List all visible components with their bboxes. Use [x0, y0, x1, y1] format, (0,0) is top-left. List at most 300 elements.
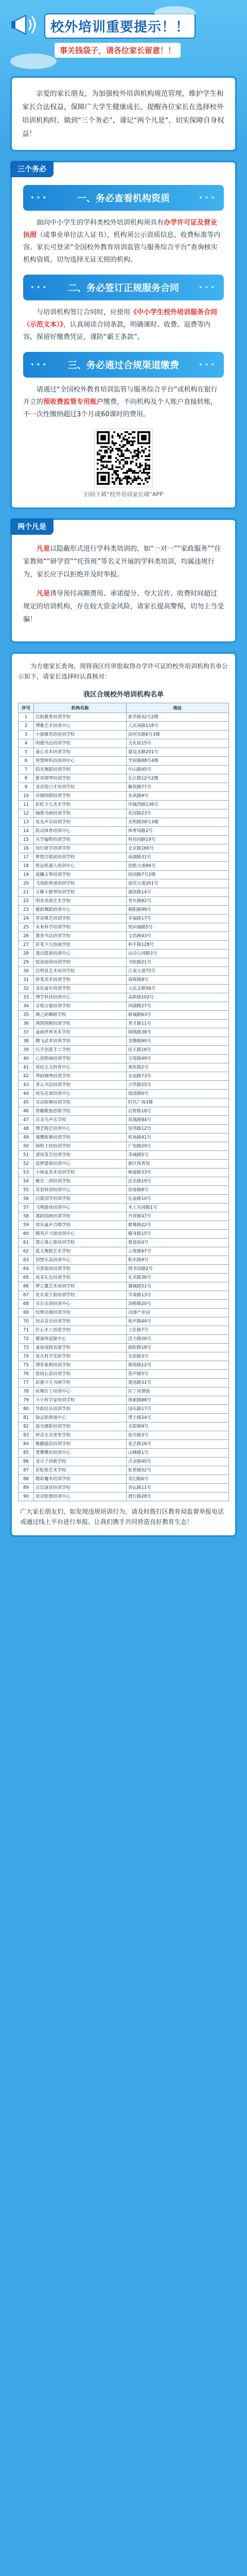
row-index: 13 [19, 818, 34, 827]
row-address: 云霄路67号 [126, 1247, 228, 1256]
row-institution-name: 博艺陶艺培训中心 [34, 1125, 127, 1133]
row-institution-name: 青苗棋艺培训学校 [34, 914, 127, 923]
must-1-text: 面向中小学生的学科类校外培训机构须具有办学许可证及营业执照（或事业单位法人证书），机构须公示资质信息、收费标准等内容。家长可登录“全国校外教育培训监管与服务综合平台”查询核实机构资质，切勿选择无证无照的机构。 [23, 219, 221, 264]
table-row [19, 1098, 229, 1107]
table-row [19, 1177, 229, 1186]
row-institution-name: 梦之翼艺术培训学校 [34, 1282, 127, 1291]
table-row [19, 1352, 229, 1361]
row-index: 37 [19, 1028, 34, 1037]
row-index: 76 [19, 1370, 34, 1379]
row-address: 点金路40号 [126, 1458, 228, 1466]
row-institution-name: 致远机器人培训中心 [34, 862, 127, 871]
row-index: 89 [19, 1484, 34, 1493]
row-address: 动漫产业园 [126, 1309, 228, 1317]
row-institution-name: 飞扬跆拳道培训学校 [34, 879, 127, 888]
row-institution-name: 明德书法培训学校 [34, 739, 127, 748]
row-address: 活力路26号 [126, 1335, 228, 1344]
row-address: 剧院路18号 [126, 1344, 228, 1352]
table-row [19, 888, 229, 897]
row-institution-name: 星火科学实验学校 [34, 1352, 127, 1361]
row-institution-name: 明星表演艺术学校 [34, 897, 127, 906]
row-address: 奇幻路6号 [126, 1475, 228, 1484]
table-row [19, 783, 229, 792]
row-index: 88 [19, 1475, 34, 1484]
row-index: 74 [19, 1352, 34, 1361]
row-index: 35 [19, 1011, 34, 1020]
table-row [19, 1300, 229, 1309]
row-address: 虹桥路52号 [126, 1466, 228, 1475]
row-address: 中山路45号 [126, 766, 228, 774]
row-address: 创客路8号 [126, 1186, 228, 1195]
row-address: 国乐路17号 [126, 1405, 228, 1414]
table-row [19, 844, 229, 853]
row-institution-name: 天籁小提琴培训学校 [34, 888, 127, 897]
row-institution-name: 琴韵钢琴培训学校 [34, 1072, 127, 1081]
table-row [19, 1020, 229, 1028]
row-address: 孔庙路10号 [126, 1195, 228, 1204]
row-address: 和声路44号 [126, 1317, 228, 1326]
table-row [19, 1440, 229, 1449]
row-index: 14 [19, 827, 34, 836]
row-address: 滑行路28号 [126, 1493, 228, 1501]
row-institution-name: 百灵鸟声乐学校 [34, 1116, 127, 1125]
row-address: 东风路9号 [126, 792, 228, 801]
row-address: 拉丁风情街 [126, 1387, 228, 1396]
row-institution-name: 追梦篮球培训中心 [34, 1160, 127, 1168]
row-address: 西湖路27号 [126, 1002, 228, 1011]
row-index: 47 [19, 1116, 34, 1125]
table-row [19, 1282, 229, 1291]
row-institution-name: 快乐足球培训中心 [34, 1090, 127, 1098]
row-institution-name: 小蜜蜂英语培训学校 [34, 731, 127, 739]
if-1-text: 凡是以隐蔽形式进行学科类培训的，如“一对一”“家政服务”“住家教师”“研学营”“托管班”等名义开展的学科类培训，均属违规行为，家长应予以拒绝并及时举报。 [23, 545, 221, 579]
table-row [19, 976, 229, 985]
row-index: 66 [19, 1282, 34, 1291]
row-institution-name: 舞之韵舞蹈学校 [34, 1011, 127, 1020]
row-index: 5 [19, 748, 34, 757]
row-address: 高新路102号 [126, 993, 228, 1002]
row-address: 弦乐路3号 [126, 1431, 228, 1440]
table-row [19, 1142, 229, 1151]
row-institution-name: 风采礼仪培训学校 [34, 1274, 127, 1282]
table-row [19, 1230, 229, 1239]
must-3-banner: ••• 三、务必通过合规渠道缴费 ••• [23, 352, 224, 378]
table-row [19, 792, 229, 801]
row-address: 算盘街4号 [126, 1239, 228, 1247]
row-index: 9 [19, 783, 34, 792]
row-institution-name: 卓越围棋培训学校 [34, 792, 127, 801]
row-address: 环城西路136号 [126, 801, 228, 809]
row-index: 54 [19, 1177, 34, 1186]
table-row [19, 1063, 229, 1072]
table-row [19, 1247, 229, 1256]
row-institution-name: 绘梦动漫培训学校 [34, 1309, 127, 1317]
table-row [19, 739, 229, 748]
row-institution-name: 欢动轮滑培训中心 [34, 1493, 127, 1501]
row-index: 21 [19, 888, 34, 897]
table-row [19, 1484, 229, 1493]
row-index: 40 [19, 1055, 34, 1063]
must-2-banner: ••• 二、务必签订正规服务合同 ••• [23, 275, 224, 300]
row-address: 文昌路43号 [126, 932, 228, 941]
table-row [19, 879, 229, 888]
row-institution-name: 晨光摄影培训学校 [34, 1422, 127, 1431]
table-row [19, 1449, 229, 1458]
row-institution-name: 勇攀攀岩培训中心 [34, 1449, 127, 1458]
row-index: 11 [19, 801, 34, 809]
hero-banner [0, 0, 247, 76]
row-institution-name: 逸动篮球培训中心 [34, 950, 127, 958]
cloud-decoration [10, 54, 57, 69]
table-row [19, 827, 229, 836]
table-row [19, 757, 229, 766]
row-institution-name: 乐学编程培训学校 [34, 836, 127, 844]
row-address: 节奏路13号 [126, 1291, 228, 1300]
row-institution-name: 青云书法培训学校 [34, 1081, 127, 1090]
row-institution-name: 自信演讲培训学校 [34, 1484, 127, 1493]
row-address: 歌舞路22号 [126, 1221, 228, 1230]
row-index: 63 [19, 1256, 34, 1265]
row-address: 健身路15号 [126, 1230, 228, 1239]
row-institution-name: 梦想合唱团培训学校 [34, 853, 127, 862]
row-index: 50 [19, 1142, 34, 1151]
row-index: 27 [19, 941, 34, 950]
row-index: 86 [19, 1458, 34, 1466]
row-index: 77 [19, 1379, 34, 1387]
row-address: 启智路18号 [126, 1107, 228, 1116]
row-address: 光影路9号 [126, 1422, 228, 1431]
table-row [19, 1493, 229, 1501]
row-institution-name: 精英乒乓球培训中心 [34, 1230, 127, 1239]
row-index: 52 [19, 1160, 34, 1168]
row-index: 23 [19, 906, 34, 914]
table-row [19, 766, 229, 774]
row-address: 花艺路16号 [126, 1440, 228, 1449]
row-institution-name: 心语朗诵培训学校 [34, 1055, 127, 1063]
row-institution-name: 彩墨少儿书画学校 [34, 1379, 127, 1387]
section-tag: 三个务必 [10, 161, 54, 177]
row-index: 84 [19, 1440, 34, 1449]
row-index: 39 [19, 1046, 34, 1055]
table-row [19, 1081, 229, 1090]
row-address: 实验路3号 [126, 1352, 228, 1361]
row-index: 10 [19, 792, 34, 801]
row-address: 兴华路25号 [126, 1081, 228, 1090]
row-index: 61 [19, 1239, 34, 1247]
row-institution-name: 灵动街舞培训学校 [34, 1098, 127, 1107]
row-index: 15 [19, 836, 34, 844]
table-row [19, 1265, 229, 1274]
row-institution-name: 金色童年培训学校 [34, 985, 127, 993]
row-index: 72 [19, 1335, 34, 1344]
table-row [19, 1151, 229, 1160]
institution-list-card [10, 652, 237, 1537]
table-row [19, 1116, 229, 1125]
row-index: 60 [19, 1230, 34, 1239]
row-address: 凤凰路84号 [126, 1116, 228, 1125]
row-index: 55 [19, 1186, 34, 1195]
row-index: 17 [19, 853, 34, 862]
row-institution-name: 彩虹桥艺术学校 [34, 1466, 127, 1475]
table-row [19, 853, 229, 862]
row-address: 礼宾路36号 [126, 1274, 228, 1282]
table-row [19, 1309, 229, 1317]
row-index: 90 [19, 1493, 34, 1501]
table-row [19, 1291, 229, 1300]
row-index: 53 [19, 1168, 34, 1177]
table-row [19, 1204, 229, 1212]
three-musts-card [10, 161, 237, 509]
row-address: 北京路160号 [126, 844, 228, 853]
row-address: 民主路16号 [126, 1046, 228, 1055]
row-address: 勇士路24号 [126, 1414, 228, 1422]
row-institution-name: 墨香书法培训学校 [34, 932, 127, 941]
row-institution-name: 悦读阅读培训学校 [34, 958, 127, 967]
table-row [19, 1361, 229, 1370]
row-index: 78 [19, 1387, 34, 1396]
row-address: 锦绣路38号 [126, 1028, 228, 1037]
megaphone-icon [10, 11, 41, 38]
row-institution-name: 励志跆拳道中心 [34, 1414, 127, 1422]
row-institution-name: 精彩魔术培训学校 [34, 1475, 127, 1484]
row-index: 33 [19, 993, 34, 1002]
table-row [19, 923, 229, 932]
row-address: 剑桥路20号 [126, 1300, 228, 1309]
table-row [19, 967, 229, 976]
table-row [19, 1414, 229, 1422]
table-row [19, 1107, 229, 1116]
table-row [19, 1221, 229, 1230]
row-address: 运动公园路3号 [126, 950, 228, 958]
row-institution-name: 慧心珠心算培训学校 [34, 1239, 127, 1247]
table-row [19, 950, 229, 958]
row-institution-name: 启蒙国学培训学校 [34, 1195, 127, 1204]
table-row [19, 1466, 229, 1475]
if-2-text: 凡是诱导预付高额费用、承诺提分、夸大宣传、收费时间超过规定的培训机构，存在较大资金风险，请家长提高警惕，切勿上当受骗！ [23, 590, 224, 623]
row-address: 学府路88号4楼 [126, 757, 228, 766]
table-row [19, 941, 229, 950]
row-index: 80 [19, 1405, 34, 1414]
table-row [19, 1326, 229, 1335]
row-index: 46 [19, 1107, 34, 1116]
row-institution-name: 锦程主持培训学校 [34, 1142, 127, 1151]
table-row [19, 801, 229, 809]
row-index: 29 [19, 958, 34, 967]
row-institution-name: 妙笔美术培训学校 [34, 976, 127, 985]
row-address: 朝阳路99号 [126, 906, 228, 914]
row-institution-name: 雏鹰航模培训学校 [34, 1133, 127, 1142]
table-row [19, 1239, 229, 1247]
row-address: 书院路21号 [126, 958, 228, 967]
row-index: 24 [19, 914, 34, 923]
row-institution-name: 音悦吉他培训学校 [34, 1002, 127, 1011]
row-institution-name: 健康体适能中心 [34, 1335, 127, 1344]
row-institution-name: 彩虹少儿美术学校 [34, 801, 127, 809]
row-institution-name: 飞翔游泳培训中心 [34, 1204, 127, 1212]
row-address: 水上乐园路1号 [126, 1204, 228, 1212]
row-index: 44 [19, 1090, 34, 1098]
row-index: 18 [19, 862, 34, 871]
table-row [19, 1011, 229, 1020]
row-institution-name: 书香阅读培训学校 [34, 1265, 127, 1274]
row-address: 文化街15号 [126, 739, 228, 748]
qr-caption: 扫码下载“校外培训家长端”APP [84, 491, 163, 498]
table-row [19, 818, 229, 827]
row-index: 70 [19, 1317, 34, 1326]
row-institution-name: 星光声乐培训学校 [34, 818, 127, 827]
table-row [19, 1160, 229, 1168]
row-index: 34 [19, 1002, 34, 1011]
row-address: 桂园路7号2楼 [126, 871, 228, 879]
table-row [19, 1133, 229, 1142]
row-index: 51 [19, 1151, 34, 1160]
row-index: 79 [19, 1396, 34, 1405]
table-row [19, 1055, 229, 1063]
row-address: 工匠路7号 [126, 1326, 228, 1335]
row-institution-name: 新星钢琴培训学校 [34, 774, 127, 783]
row-address: 建设北路201号 [126, 748, 228, 757]
row-address: 龙腾路90号 [126, 1037, 228, 1046]
cloud-decoration [154, 6, 196, 20]
row-index: 87 [19, 1466, 34, 1475]
table-row [19, 1317, 229, 1326]
row-index: 56 [19, 1195, 34, 1204]
row-address: 春晖路8号 [126, 976, 228, 985]
row-institution-name: 雅趣插花培训学校 [34, 1440, 127, 1449]
row-index: 31 [19, 976, 34, 985]
col-header-name: 机构名称 [34, 703, 127, 713]
row-institution-name: 墨韵国画培训学校 [34, 1212, 127, 1221]
row-institution-name: 彩笔少儿绘画学校 [34, 941, 127, 950]
table-intro: 为方便家长查询，现将我区经审批取得办学许可证的校外培训机构名单公示如下，请家长选择时认真核对： [18, 663, 228, 680]
qr-code-image[interactable] [95, 429, 152, 487]
table-row [19, 1475, 229, 1484]
row-institution-name: 匠心木工创意学校 [34, 1326, 127, 1335]
row-index: 26 [19, 932, 34, 941]
row-institution-name: 卓尔击剑培训中心 [34, 1300, 127, 1309]
table-row [19, 1256, 229, 1265]
table-row [19, 1002, 229, 1011]
row-address: 文苑路49号 [126, 1055, 228, 1063]
row-index: 22 [19, 897, 34, 906]
page-subtitle: 事关钱袋子，请各位家长留意！！ [55, 43, 181, 58]
row-address: 解放路77号 [126, 783, 228, 792]
row-institution-name: 清风茶艺培训学校 [34, 1151, 127, 1160]
table-row [19, 809, 229, 818]
table-row [19, 1370, 229, 1379]
row-institution-name: 金话筒口才培训学校 [34, 783, 127, 792]
row-index: 82 [19, 1422, 34, 1431]
table-row [19, 993, 229, 1002]
row-index: 38 [19, 1037, 34, 1046]
row-address: 探索路88号 [126, 1396, 228, 1405]
table-row [19, 1028, 229, 1037]
table-row [19, 1422, 229, 1431]
row-index: 36 [19, 1020, 34, 1028]
institution-table [18, 703, 229, 1501]
row-index: 64 [19, 1265, 34, 1274]
table-row [19, 871, 229, 879]
row-index: 28 [19, 950, 34, 958]
row-index: 1 [19, 713, 34, 722]
table-row [19, 897, 229, 906]
row-address: 和平路128号 [126, 941, 228, 950]
row-address: 科技园路19号 [126, 836, 228, 844]
table-row [19, 731, 229, 739]
row-institution-name: 雅乐二胡培训学校 [34, 1177, 127, 1186]
row-index: 85 [19, 1449, 34, 1458]
table-row [19, 1168, 229, 1177]
table-row [19, 1458, 229, 1466]
row-institution-name: 智慧树科技培训中心 [34, 757, 127, 766]
section-tag: 两个凡是 [10, 518, 54, 535]
row-institution-name: 优乐架子鼓培训学校 [34, 1291, 127, 1300]
table-row [19, 1037, 229, 1046]
row-index: 62 [19, 1247, 34, 1256]
row-address: 青年路82号 [126, 897, 228, 906]
table-row [19, 1046, 229, 1055]
must-1-banner: ••• 一、务必查看机构资质 ••• [23, 185, 224, 211]
row-institution-name: 智趣数独思维学校 [34, 1107, 127, 1116]
row-index: 75 [19, 1361, 34, 1370]
row-index: 65 [19, 1274, 34, 1282]
row-index: 42 [19, 1072, 34, 1081]
row-index: 59 [19, 1221, 34, 1230]
row-institution-name: 晨曦古筝培训学校 [34, 871, 127, 879]
row-index: 68 [19, 1300, 34, 1309]
table-row [19, 1072, 229, 1081]
table-row [19, 985, 229, 993]
table-row [19, 1274, 229, 1282]
table-row [19, 1431, 229, 1440]
row-index: 67 [19, 1291, 34, 1300]
row-address: 笛声路5号 [126, 1370, 228, 1379]
row-index: 7 [19, 766, 34, 774]
row-index: 20 [19, 879, 34, 888]
table-row [19, 1186, 229, 1195]
row-address: 新华路32号2楼 [126, 713, 228, 722]
table-row [19, 932, 229, 941]
row-institution-name: 星辰天文科普中心 [34, 1063, 127, 1072]
row-institution-name: 童谣戏剧表演学校 [34, 1344, 127, 1352]
must-2-text: 与培训机构签订合同时，应使用《中小学生校外培训服务合同（示范文本）》，认真阅读合同条款，明确课时、收费、退费等内容，保留好缴费凭证，谨防“霸王条款”。 [23, 309, 218, 341]
row-institution-name: 腾飞武术培训学校 [34, 1037, 127, 1046]
row-institution-name: 启航教育培训学校 [34, 713, 127, 722]
row-address: 桃源路33号 [126, 1168, 228, 1177]
row-index: 2 [19, 722, 34, 731]
table-row [19, 1379, 229, 1387]
table-row [19, 748, 229, 757]
page-title: 校外培训重要提示！！ [44, 13, 196, 39]
row-institution-name: 博雅艺术培训中心 [34, 722, 127, 731]
row-address: 丹青路47号 [126, 1212, 228, 1221]
row-institution-name: 巧手创意手工学校 [34, 1046, 127, 1055]
row-address: 机场路41号 [126, 1133, 228, 1142]
table-row [19, 914, 229, 923]
row-address: 民乐路19号 [126, 1177, 228, 1186]
row-address: 人民南路118号 [126, 722, 228, 731]
table-row [19, 1396, 229, 1405]
row-index: 3 [19, 731, 34, 739]
row-institution-name: 小画家美术培训学校 [34, 1168, 127, 1177]
row-address: 山峰路1号 [126, 1449, 228, 1458]
table-row [19, 1405, 229, 1414]
row-index: 49 [19, 1133, 34, 1142]
row-address: 广电路29号 [126, 1142, 228, 1151]
table-row [19, 1335, 229, 1344]
row-address: 新城路63号 [126, 1011, 228, 1020]
row-index: 32 [19, 985, 34, 993]
